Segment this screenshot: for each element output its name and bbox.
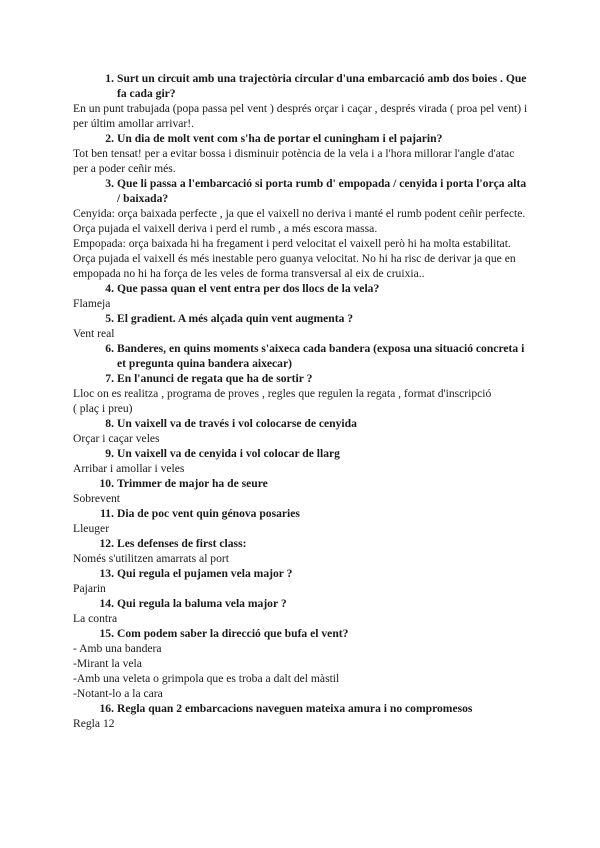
question-heading xyxy=(73,536,530,551)
question-heading xyxy=(73,566,530,581)
question-number: 6. xyxy=(105,342,114,355)
answer-text: Pajarin xyxy=(73,582,106,595)
question-block xyxy=(73,566,530,596)
question-heading xyxy=(73,131,530,146)
question-heading xyxy=(73,371,530,386)
question-block xyxy=(73,341,530,371)
answer-text: Regla 12 xyxy=(73,717,115,730)
answer-text: Vent real xyxy=(73,327,115,340)
question-block xyxy=(73,311,530,341)
question-block xyxy=(73,416,530,446)
answer-text: Només s'utilitzen amarrats al port xyxy=(73,552,229,565)
question-number: 10. xyxy=(99,477,114,490)
question-text: Un vaixell va de cenyida i vol colocar de llarg xyxy=(117,447,340,460)
question-text: Les defenses de first class: xyxy=(117,537,247,550)
question-block xyxy=(73,446,530,476)
question-heading xyxy=(73,341,530,371)
question-number: 4. xyxy=(105,282,114,295)
question-block xyxy=(73,476,530,506)
question-text: En l'anunci de regata que ha de sortir ? xyxy=(117,372,313,385)
answer-text: Lleuger xyxy=(73,522,110,535)
question-number: 12. xyxy=(99,537,114,550)
question-heading xyxy=(73,416,530,431)
answer-text: ( plaç i preu) xyxy=(73,402,133,415)
question-number: 8. xyxy=(105,417,114,430)
question-heading xyxy=(73,446,530,461)
question-text: Banderes, en quins moments s'aixeca cada bandera (exposa una situació concreta i et pregunta quina bandera aixecar) xyxy=(117,342,525,370)
question-heading xyxy=(73,176,530,206)
question-text: Dia de poc vent quin génova posaries xyxy=(117,507,300,520)
question-block xyxy=(73,626,530,701)
question-text: Qui regula el pujamen vela major ? xyxy=(117,567,293,580)
answer-text: -Amb una veleta o grimpola que es troba a dalt del màstil xyxy=(73,672,340,685)
answer-text: Flameja xyxy=(73,297,111,310)
question-text: Qui regula la baluma vela major ? xyxy=(117,597,287,610)
question-text: Trimmer de major ha de seure xyxy=(117,477,268,490)
question-number: 7. xyxy=(105,372,114,385)
question-text: Que passa quan el vent entra per dos llocs de la vela? xyxy=(117,282,380,295)
question-heading xyxy=(73,476,530,491)
question-block xyxy=(73,506,530,536)
question-heading xyxy=(73,281,530,296)
answer-text: -Mirant la vela xyxy=(73,657,142,670)
question-number: 9. xyxy=(105,447,114,460)
question-block xyxy=(73,371,530,416)
question-block xyxy=(73,176,530,281)
question-text: Un dia de molt vent com s'ha de portar el cuningham i el pajarin? xyxy=(117,132,443,145)
question-block xyxy=(73,536,530,566)
answer-text: La contra xyxy=(73,612,118,625)
answer-text: -Notant-lo a la cara xyxy=(73,687,163,700)
answer-text: - Amb una bandera xyxy=(73,642,162,655)
answer-text: Lloc on es realitza , programa de proves , regles que regulen la regata , format d'inscripció xyxy=(73,387,492,400)
question-text: Surt un circuit amb una trajectòria circular d'una embarcació amb dos boies . Que fa cada gir? xyxy=(117,72,527,100)
question-number: 3. xyxy=(105,177,114,190)
question-text: Regla quan 2 embarcacions naveguen mateixa amura i no compromesos xyxy=(117,702,473,715)
question-heading xyxy=(73,596,530,611)
answer-text: Cenyida: orça baixada perfecte , ja que el vaixell no deriva i manté el rumb podent ceñir perfecte. Orça pujada el vaixell deriva i perd el rumb , a més escora massa. xyxy=(73,207,526,235)
question-text: Que li passa a l'embarcació si porta rumb d' empopada / cenyida i porta l'orça alta / baixada? xyxy=(117,177,527,205)
question-number: 15. xyxy=(99,627,114,640)
question-text: El gradient. A més alçada quin vent augmenta ? xyxy=(117,312,354,325)
question-number: 14. xyxy=(99,597,114,610)
question-block xyxy=(73,701,530,731)
answer-text: Empopada: orça baixada hi ha fregament i perd velocitat el vaixell però hi ha molta estabilitat. Orça pujada el vaixell és més inestable pero guanya velocitat. No hi ha risc de derivar ja que en empopada no hi ha força de les veles de forma transversal al eix de cruixia.. xyxy=(73,237,516,280)
question-number: 2. xyxy=(105,132,114,145)
question-block xyxy=(73,71,530,131)
answer-text: En un punt trabujada (popa passa pel vent ) després orçar i caçar , després virada ( proa pel vent) i per últim amollar arrivar!. xyxy=(73,102,528,130)
question-block xyxy=(73,596,530,626)
answer-text: Sobrevent xyxy=(73,492,121,505)
question-heading xyxy=(73,626,530,641)
question-number: 5. xyxy=(105,312,114,325)
question-block xyxy=(73,131,530,176)
question-block xyxy=(73,281,530,311)
question-heading xyxy=(73,71,530,101)
question-number: 13. xyxy=(99,567,114,580)
question-text: Com podem saber la direcció que bufa el vent? xyxy=(117,627,349,640)
question-number: 11. xyxy=(100,507,114,520)
question-heading xyxy=(73,311,530,326)
answer-text: Tot ben tensat! per a evitar bossa i disminuir potència de la vela i a l'hora millorar l'angle d'atac per a poder ceñir més. xyxy=(73,147,515,175)
question-heading xyxy=(73,701,530,716)
question-heading xyxy=(73,506,530,521)
question-number: 16. xyxy=(99,702,114,715)
question-text: Un vaixell va de través i vol colocarse de cenyida xyxy=(117,417,357,430)
answer-text: Arribar i amollar i veles xyxy=(73,462,185,475)
answer-text: Orçar i caçar veles xyxy=(73,432,160,445)
question-number: 1. xyxy=(105,72,114,85)
